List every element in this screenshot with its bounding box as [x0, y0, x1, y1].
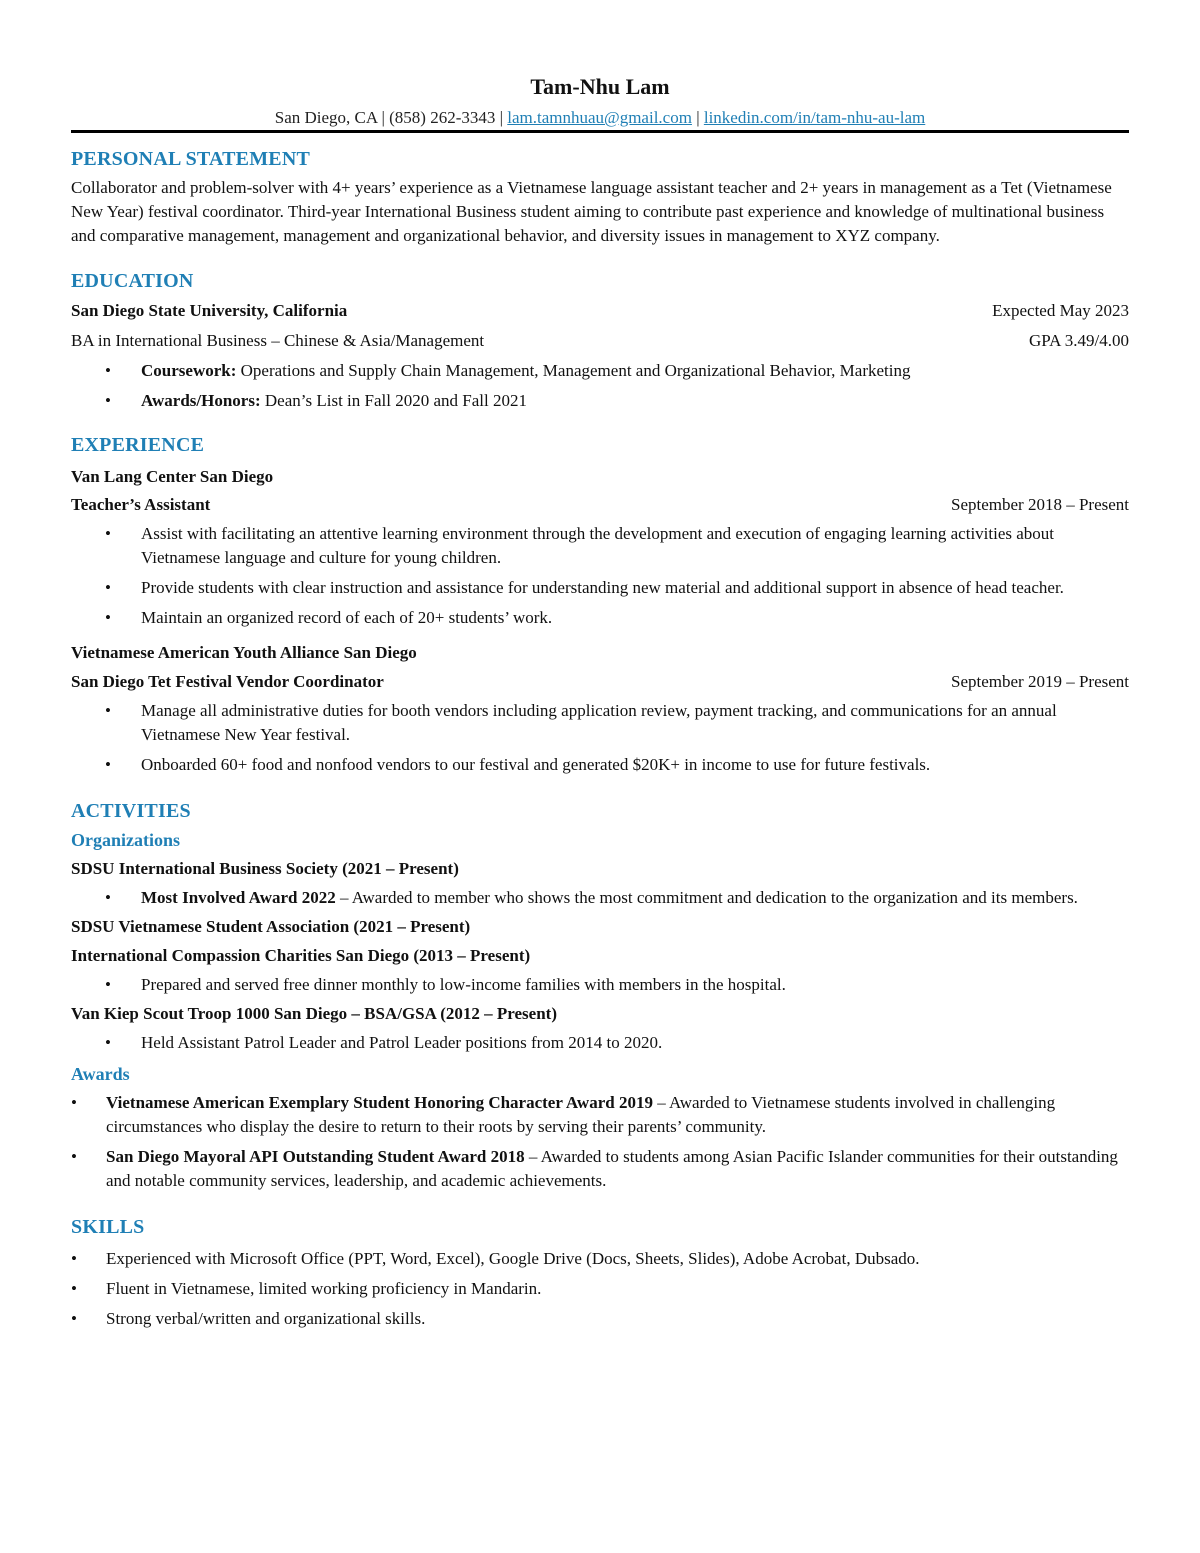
bullet-icon: • — [105, 578, 111, 597]
linkedin-link[interactable]: linkedin.com/in/tam-nhu-au-lam — [703, 108, 926, 127]
bullet-icon: • — [71, 1279, 77, 1298]
awards-list — [71, 1091, 1129, 1193]
personal-statement-text: Collaborator and problem-solver with 4+ years’ experience as a Vietnamese language assistant teacher and 2+ years in management as a Tet (Vietnamese New Year) festival coordinator. Third-year International Business student aiming to contribute past experience and knowledge of multinational business and comparative management, management and organizational behavior, and diversity issues in management to XYZ company. — [71, 178, 1112, 245]
bullet-icon: • — [105, 524, 111, 543]
job-role-row — [71, 493, 1129, 517]
bullet-icon: • — [105, 888, 111, 907]
organization-bullets — [71, 973, 1129, 997]
gpa: GPA 3.49/4.00 — [1029, 331, 1129, 350]
education-list — [71, 359, 1129, 413]
school-name: San Diego State University, California — [71, 301, 348, 320]
location: San Diego, CA — [274, 108, 378, 127]
job-role: San Diego Tet Festival Vendor Coordinator — [71, 672, 384, 691]
section-title-activities: ACTIVITIES — [71, 800, 191, 822]
separator: | — [495, 108, 508, 127]
section-title-skills: SKILLS — [71, 1216, 145, 1238]
skills-list — [71, 1247, 1129, 1331]
list-item: • Held Assistant Patrol Leader and Patrol Leader positions from 2014 to 2020. — [71, 1031, 1129, 1055]
bullet-icon: • — [105, 608, 111, 627]
education-degree-row — [71, 329, 1129, 353]
job-role-row — [71, 670, 1129, 694]
subsection-title-awards: Awards — [71, 1064, 130, 1084]
phone: (858) 262-3343 — [389, 108, 496, 127]
list-item: • Provide students with clear instruction and assistance for understanding new material and additional support in absence of head teacher. — [71, 576, 1129, 600]
job-role: Teacher’s Assistant — [71, 495, 211, 514]
header-rule — [71, 130, 1129, 133]
separator: | — [377, 108, 390, 127]
bullet-icon: • — [105, 975, 111, 994]
section-title-experience: EXPERIENCE — [71, 434, 205, 456]
bullet-icon: • — [71, 1093, 77, 1112]
list-item: • Strong verbal/written and organizational skills. — [71, 1307, 1129, 1331]
bullet-icon: • — [105, 1033, 111, 1052]
list-item: • Fluent in Vietnamese, limited working proficiency in Mandarin. — [71, 1277, 1129, 1301]
bullet-icon: • — [71, 1309, 77, 1328]
list-item: • Most Involved Award 2022 – Awarded to member who shows the most commitment and dedication to the organization and its members. — [71, 886, 1129, 910]
list-item: • Experienced with Microsoft Office (PPT, Word, Excel), Google Drive (Docs, Sheets, Slides), Adobe Acrobat, Dubsado. — [71, 1247, 1129, 1271]
list-item: • Onboarded 60+ food and nonfood vendors to our festival and generated $20K+ in income to use for future festivals. — [71, 753, 1129, 777]
organization-name: SDSU International Business Society (2021 – Present) — [71, 859, 459, 878]
graduation-date: Expected May 2023 — [992, 301, 1129, 320]
organization-name: International Compassion Charities San Diego (2013 – Present) — [71, 946, 531, 965]
job-bullets — [71, 699, 1129, 777]
organization-bullets — [71, 1031, 1129, 1055]
list-item: • Awards/Honors: Dean’s List in Fall 2020 and Fall 2021 — [71, 389, 1129, 413]
list-item: • Vietnamese American Exemplary Student Honoring Character Award 2019 – Awarded to Vietnamese students involved in challenging circumstances who display the desire to return to their roots by serving their parents’ community. — [71, 1093, 1056, 1136]
list-item: • Maintain an organized record of each of 20+ students’ work. — [71, 606, 1129, 630]
organization-name: Van Kiep Scout Troop 1000 San Diego – BSA/GSA (2012 – Present) — [71, 1004, 557, 1023]
bullet-icon: • — [105, 391, 111, 410]
contact-line — [71, 108, 1129, 128]
job-org: Vietnamese American Youth Alliance San Diego — [71, 643, 417, 662]
list-item: • Assist with facilitating an attentive learning environment through the development and execution of engaging learning activities about Vietnamese language and culture for young children. — [105, 524, 1055, 567]
list-item: • San Diego Mayoral API Outstanding Student Award 2018 – Awarded to students among Asian Pacific Islander communities for their outstanding and notable community services, leadership, and academic achievements. — [71, 1147, 1118, 1190]
candidate-name: Tam-Nhu Lam — [530, 74, 670, 99]
bullet-icon: • — [105, 755, 111, 774]
resume-content — [71, 74, 1129, 1331]
job-date: September 2019 – Present — [951, 672, 1129, 691]
section-title-personal-statement: PERSONAL STATEMENT — [71, 148, 311, 170]
degree: BA in International Business – Chinese & Asia/Management — [71, 331, 485, 350]
job-org: Van Lang Center San Diego — [71, 467, 274, 486]
bullet-icon: • — [105, 701, 111, 720]
list-item: • Coursework: Operations and Supply Chain Management, Management and Organizational Behavior, Marketing — [71, 359, 1129, 383]
bullet-icon: • — [71, 1147, 77, 1166]
email-link[interactable]: lam.tamnhuau@gmail.com — [507, 108, 692, 127]
separator: | — [691, 108, 704, 127]
organization-name: SDSU Vietnamese Student Association (2021 – Present) — [71, 917, 471, 936]
job-date: September 2018 – Present — [951, 495, 1129, 514]
section-title-education: EDUCATION — [71, 270, 194, 292]
job-bullets — [71, 522, 1129, 630]
bullet-icon: • — [71, 1249, 77, 1268]
organization-bullets — [71, 886, 1129, 910]
list-item: • Prepared and served free dinner monthly to low-income families with members in the hospital. — [71, 973, 1129, 997]
list-item: • Manage all administrative duties for booth vendors including application review, payment tracking, and communications for an annual Vietnamese New Year festival. — [105, 701, 1057, 744]
subsection-title-organizations: Organizations — [71, 830, 181, 850]
bullet-icon: • — [105, 361, 111, 380]
education-school-row — [71, 299, 1129, 323]
